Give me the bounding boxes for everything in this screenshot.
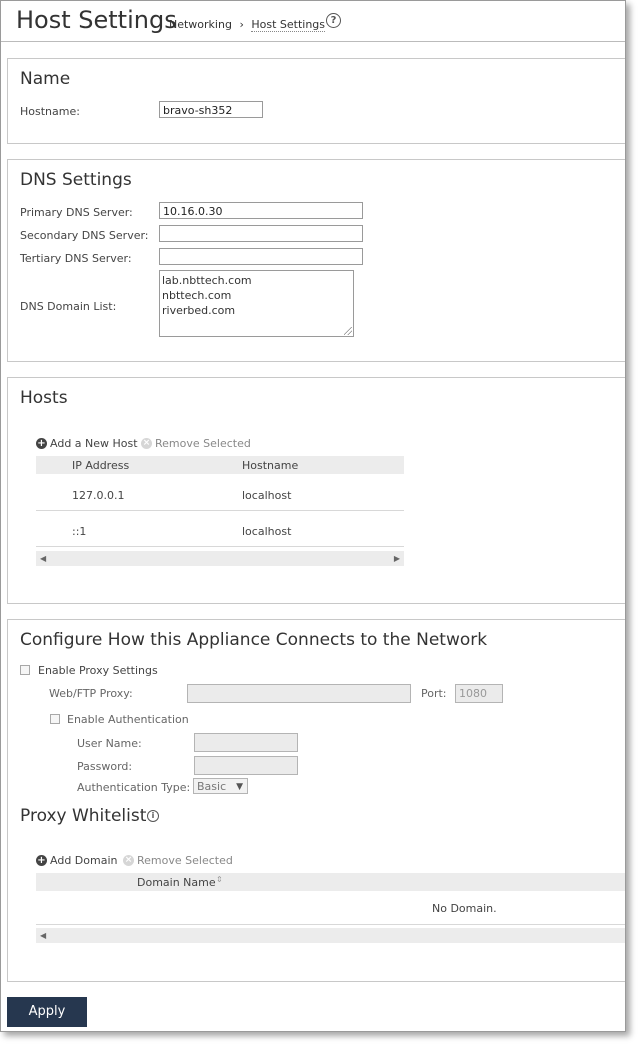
- hostname-label: Hostname:: [20, 105, 80, 118]
- scroll-left-icon[interactable]: ◀: [40, 931, 47, 940]
- remove-icon: ×: [142, 438, 151, 448]
- dns-domain-entry: nbttech.com: [162, 289, 232, 302]
- port-label: Port:: [421, 687, 447, 700]
- dropdown-arrow-icon: ▼: [236, 782, 243, 792]
- host-ip-cell[interactable]: 127.0.0.1: [72, 489, 125, 502]
- tertiary-dns-field[interactable]: [159, 248, 363, 265]
- row-divider: [36, 510, 404, 511]
- whitelist-horizontal-scrollbar[interactable]: [36, 928, 626, 943]
- web-ftp-proxy-field[interactable]: [187, 684, 411, 703]
- port-field[interactable]: 1080: [455, 684, 503, 703]
- add-host-button[interactable]: [36, 437, 138, 450]
- proxy-section: [7, 619, 626, 982]
- scroll-left-icon[interactable]: ◀: [40, 554, 47, 563]
- auth-type-value: Basic: [197, 780, 227, 793]
- enable-proxy-checkbox[interactable]: [20, 665, 30, 675]
- dns-domain-list-label: DNS Domain List:: [20, 300, 117, 313]
- help-icon[interactable]: ?: [326, 13, 341, 28]
- password-field[interactable]: [194, 756, 298, 775]
- breadcrumb-networking[interactable]: Networking: [169, 18, 232, 31]
- hosts-horizontal-scrollbar[interactable]: [36, 551, 404, 566]
- dns-section-title: DNS Settings: [20, 170, 132, 190]
- enable-auth-checkbox[interactable]: [50, 714, 60, 724]
- tertiary-dns-label: Tertiary DNS Server:: [20, 252, 132, 265]
- hosts-section: [7, 377, 626, 604]
- hosts-section-title: Hosts: [20, 388, 68, 408]
- auth-type-label: Authentication Type:: [77, 781, 191, 794]
- username-label: User Name:: [77, 737, 142, 750]
- page-title: Host Settings: [16, 6, 177, 34]
- dns-domain-entry: riverbed.com: [162, 304, 236, 317]
- name-section-title: Name: [20, 69, 71, 89]
- web-ftp-proxy-label: Web/FTP Proxy:: [49, 687, 133, 700]
- whitelist-table-header: [36, 873, 626, 891]
- enable-proxy-label: Enable Proxy Settings: [38, 664, 158, 677]
- hostname-field[interactable]: bravo-sh352: [159, 101, 263, 118]
- remove-host-label: Remove Selected: [155, 437, 251, 450]
- resize-grip-icon[interactable]: [344, 327, 352, 335]
- host-name-cell[interactable]: localhost: [242, 489, 292, 502]
- remove-domain-label: Remove Selected: [137, 854, 233, 867]
- enable-auth-label: Enable Authentication: [67, 713, 189, 726]
- whitelist-empty-message: No Domain.: [432, 902, 497, 915]
- column-ip-address[interactable]: IP Address: [72, 459, 130, 472]
- secondary-dns-label: Secondary DNS Server:: [20, 229, 149, 242]
- row-divider: [36, 546, 404, 547]
- primary-dns-field[interactable]: 10.16.0.30: [159, 202, 363, 219]
- breadcrumb-current: Host Settings: [251, 18, 326, 31]
- primary-dns-label: Primary DNS Server:: [20, 206, 133, 219]
- info-icon[interactable]: i: [147, 810, 159, 822]
- host-ip-cell[interactable]: ::1: [72, 525, 87, 538]
- name-section: [7, 58, 626, 144]
- column-domain-name[interactable]: Domain Name: [137, 876, 216, 889]
- remove-domain-button[interactable]: [123, 854, 233, 867]
- add-domain-label: Add Domain: [50, 854, 118, 867]
- add-host-label: Add a New Host: [50, 437, 138, 450]
- plus-icon: +: [37, 438, 46, 449]
- header-divider: [1, 41, 625, 42]
- dns-section: [7, 159, 626, 362]
- password-label: Password:: [77, 760, 133, 773]
- dns-domain-entry: lab.nbttech.com: [162, 274, 252, 287]
- hosts-table-header: [36, 456, 404, 474]
- plus-icon: +: [37, 855, 46, 866]
- remove-icon: ×: [124, 855, 133, 865]
- proxy-section-title: Configure How this Appliance Connects to the Network: [20, 630, 488, 650]
- auth-type-select[interactable]: [193, 778, 248, 794]
- remove-host-button[interactable]: [141, 437, 251, 450]
- secondary-dns-field[interactable]: [159, 225, 363, 242]
- add-domain-button[interactable]: [36, 854, 117, 867]
- row-divider: [36, 924, 626, 925]
- breadcrumb-separator: ›: [239, 18, 244, 31]
- column-hostname[interactable]: Hostname: [242, 459, 299, 472]
- sort-icon[interactable]: ⇕: [216, 875, 223, 884]
- host-name-cell[interactable]: localhost: [242, 525, 292, 538]
- username-field[interactable]: [194, 733, 298, 752]
- apply-button[interactable]: Apply: [7, 997, 87, 1027]
- scroll-right-icon[interactable]: ▶: [393, 554, 400, 563]
- proxy-whitelist-title: Proxy Whitelist: [20, 806, 147, 826]
- dns-domain-list-textarea[interactable]: [159, 270, 354, 337]
- breadcrumb: [169, 18, 325, 31]
